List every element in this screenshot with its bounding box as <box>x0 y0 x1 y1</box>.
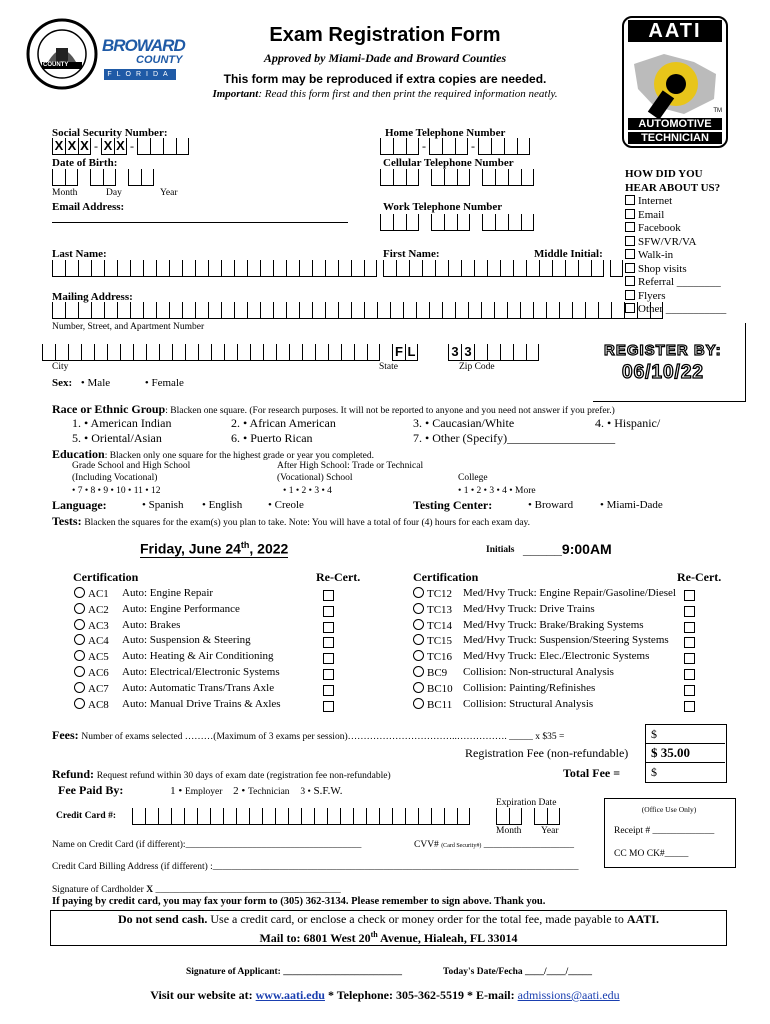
office-use-title: (Office Use Only) <box>641 805 697 814</box>
race-option[interactable]: 4. • Hispanic/ <box>595 416 661 430</box>
credit-card-label: Credit Card #: <box>56 811 116 821</box>
cert-code: TC13 <box>427 603 453 616</box>
cert-row <box>74 634 109 647</box>
fax-note: If paying by credit card, you may fax your form to (305) 362-3134. Please remember to sign above. Thank you. <box>52 896 546 907</box>
hear-option[interactable]: Walk-in <box>625 249 726 263</box>
cert-code: TC14 <box>427 619 453 632</box>
race-option[interactable]: 6. • Puerto Rican <box>231 431 313 445</box>
recert-checkbox[interactable] <box>684 590 695 601</box>
cert-row <box>413 666 447 679</box>
cert-code: AC4 <box>88 635 109 648</box>
cert-row <box>413 603 452 616</box>
sex-row: Sex: • Male • Female <box>52 377 184 389</box>
important-note: Important: Read this form first and then print the required information neatly. <box>212 88 558 100</box>
cert-row <box>74 619 109 632</box>
recert-checkbox[interactable] <box>323 637 334 648</box>
fees-row: Fees: Number of exams selected ………(Maximum of 3 exams per session)……………………………..……………. _____ x $35 = <box>52 728 565 742</box>
cert-code: AC7 <box>88 682 109 695</box>
language-option[interactable]: • Creole <box>268 499 304 511</box>
recert-checkbox[interactable] <box>323 669 334 680</box>
cert-row <box>74 682 109 695</box>
cert-code: AC5 <box>88 651 109 664</box>
hear-option[interactable]: Email <box>625 209 726 223</box>
expiration-label: Expiration Date <box>496 798 557 808</box>
subtitle: Approved by Miami-Dade and Broward Counties <box>263 51 507 65</box>
recert-checkbox[interactable] <box>323 685 334 696</box>
race-option[interactable]: 7. • Other (Specify)__________________ <box>413 431 616 445</box>
state-label: State <box>379 362 398 372</box>
refund-row: Refund: Request refund within 30 days of exam date (registration fee non-refundable) <box>52 767 391 781</box>
cert-row <box>74 698 109 711</box>
cert-row <box>413 698 452 711</box>
office-receipt: Receipt # _____________ <box>614 826 715 836</box>
paid-employer[interactable]: 1 • Employer <box>170 785 223 797</box>
cert-row <box>413 634 452 647</box>
cert-row <box>74 666 109 679</box>
cert-checkbox[interactable] <box>74 619 85 630</box>
cert-code: BC10 <box>427 682 453 695</box>
cell-phone-label: Cellular Telephone Number <box>383 157 514 169</box>
testing-option[interactable]: • Miami-Dade <box>600 499 663 511</box>
cert-checkbox[interactable] <box>74 698 85 709</box>
cert-code: BC9 <box>427 667 448 679</box>
cert-name: Med/Hvy Truck: Brake/Braking Systems <box>463 618 644 631</box>
today-date[interactable]: Today's Date/Fecha ____/____/_____ <box>443 967 593 977</box>
edu-college-options[interactable]: • 1 • 2 • 3 • 4 • More <box>458 486 536 496</box>
recert-checkbox[interactable] <box>323 653 334 664</box>
cert-name: Med/Hvy Truck: Suspension/Steering Systems <box>463 634 669 647</box>
cert-name: Collision: Structural Analysis <box>463 697 594 710</box>
cardholder-signature[interactable]: Signature of Cardholder X _______________________________________ <box>52 885 341 895</box>
hear-option[interactable]: Referral ________ <box>625 276 726 290</box>
seal-county-text: COUNTY <box>43 62 69 68</box>
cert-code: AC2 <box>88 603 109 616</box>
cert-name: Auto: Engine Repair <box>122 587 214 599</box>
recert-checkbox[interactable] <box>684 701 695 712</box>
aati-logo <box>622 16 728 148</box>
cell-phone-boxes[interactable] <box>380 169 534 186</box>
cert-checkbox[interactable] <box>413 634 424 645</box>
zip-label: Zip Code <box>459 362 495 372</box>
cert-checkbox[interactable] <box>74 587 85 598</box>
footer: Visit our website at: www.aati.edu * Telephone: 305-362-5519 * E-mail: admissions@aati.edu <box>150 988 620 1002</box>
dob-label: Date of Birth: <box>52 157 118 169</box>
card-billing[interactable]: Credit Card Billing Address (if different) :_____________________________________________________________________________ <box>52 862 579 872</box>
language-option[interactable]: • English <box>202 499 243 511</box>
mailing-label: Mailing Address: <box>52 291 133 303</box>
recert-header-left: Re-Cert. <box>316 570 361 584</box>
tests-row: Tests: Blacken the squares for the exam(s) you plan to take. Note: You will have a total of four (4) hours for each exam day. <box>52 514 531 528</box>
hear-option[interactable]: Internet <box>625 195 726 209</box>
home-phone-label: Home Telephone Number <box>385 127 506 139</box>
cert-checkbox[interactable] <box>74 634 85 645</box>
cert-code: AC3 <box>88 619 109 632</box>
mailing-boxes[interactable] <box>52 302 663 319</box>
hear-option[interactable]: Other ___________ <box>625 303 726 317</box>
broward-logo-top: BROWARD <box>102 36 185 55</box>
aati-technician: TECHNICIAN <box>628 132 722 144</box>
fee-paid-row: Fee Paid By: 1 • Employer 2 • Technician 3 • S.F.W. <box>58 783 343 797</box>
cert-checkbox[interactable] <box>413 587 424 598</box>
education-header: Education: Blacken only one square for the highest grade or year you completed. <box>52 447 375 461</box>
edu-college: College • 1 • 2 • 3 • 4 • More <box>458 473 536 496</box>
dob-month: Month <box>52 188 78 198</box>
broward-logo-county: COUNTY <box>136 54 183 66</box>
sex-female[interactable]: • Female <box>144 377 184 389</box>
cert-name: Collision: Non-structural Analysis <box>463 666 614 678</box>
testing-option[interactable]: • Broward <box>528 499 574 511</box>
recert-header-right: Re-Cert. <box>677 570 722 584</box>
dob-year: Year <box>160 188 178 198</box>
recert-checkbox[interactable] <box>684 669 695 680</box>
exp-year: Year <box>541 826 559 836</box>
fees-exam-amount[interactable]: $ <box>651 727 657 741</box>
cert-name: Med/Hvy Truck: Drive Trains <box>463 602 595 615</box>
language-label: Language: <box>52 498 107 512</box>
first-name-label: First Name: <box>383 248 440 260</box>
race-option[interactable]: 1. • American Indian <box>72 416 172 430</box>
recert-checkbox[interactable] <box>323 622 334 633</box>
cert-name: Auto: Electrical/Electronic Systems <box>122 666 280 678</box>
hear-title: HOW DID YOU HEAR ABOUT US? <box>625 168 721 194</box>
aati-tm: TM <box>713 108 722 114</box>
cert-checkbox[interactable] <box>74 603 85 614</box>
cert-name: Auto: Engine Performance <box>122 602 240 615</box>
register-by-date: 06/10/22 <box>622 362 704 383</box>
cert-row <box>74 603 109 616</box>
cert-checkbox[interactable] <box>74 682 85 693</box>
exp-month: Month <box>496 826 522 836</box>
ssn-label: Social Security Number: <box>52 127 168 139</box>
broward-logo-state: FLORIDA <box>104 69 176 80</box>
hear-option[interactable]: Flyers <box>625 290 726 304</box>
cash-box: Do not send cash. Use a credit card, or enclose a check or money order for the total fee, made payable to AATI. Mail to: 6801 West 20th Avenue, Hialeah, FL 33014 <box>50 910 727 946</box>
email-label: Email Address: <box>52 201 125 213</box>
edu-after-options[interactable]: • 1 • 2 • 3 • 4 <box>283 486 332 496</box>
cert-name: Collision: Painting/Refinishes <box>463 681 596 694</box>
city-boxes[interactable]: F L 3 3 <box>42 344 539 361</box>
cert-code: AC6 <box>88 667 109 679</box>
email-input[interactable] <box>52 222 348 223</box>
cert-name: Auto: Suspension & Steering <box>122 634 251 647</box>
cert-row <box>413 587 452 600</box>
recert-checkbox[interactable] <box>684 606 695 617</box>
name-boxes[interactable] <box>52 260 623 277</box>
email-link[interactable]: admissions@aati.edu <box>517 988 620 1002</box>
cert-checkbox[interactable] <box>413 650 424 661</box>
aati-logo-text: AATI <box>628 20 722 42</box>
last-name-label: Last Name: <box>52 248 107 260</box>
hear-option[interactable]: SFW/VR/VA <box>625 236 726 250</box>
cert-checkbox[interactable] <box>413 666 424 677</box>
cert-name: Auto: Brakes <box>122 618 181 631</box>
ssn-boxes[interactable]: X X X - X X - <box>52 138 189 155</box>
recert-checkbox[interactable] <box>323 701 334 712</box>
edu-after: After High School: Trade or Technical (Vocational) School • 1 • 2 • 3 • 4 <box>277 461 424 496</box>
reg-fee-label: Registration Fee (non-refundable) <box>465 746 629 760</box>
city-label: City <box>52 362 69 372</box>
fees-total-amount[interactable]: $ <box>651 765 657 779</box>
cert-name: Auto: Heating & Air Conditioning <box>122 650 274 663</box>
recert-checkbox[interactable] <box>323 606 334 617</box>
cert-header-left: Certification <box>73 570 139 584</box>
applicant-signature[interactable]: Signature of Applicant: _________________________ <box>186 967 402 977</box>
cert-row <box>74 650 109 663</box>
home-phone-boxes[interactable]: - - <box>380 138 530 155</box>
exam-time: _____9:00AM <box>523 541 612 557</box>
cert-checkbox[interactable] <box>413 619 424 630</box>
hear-option[interactable]: Shop visits <box>625 263 726 277</box>
recert-checkbox[interactable] <box>323 590 334 601</box>
dob-day: Day <box>106 188 122 198</box>
cert-code: BC11 <box>427 698 453 711</box>
website-link[interactable]: www.aati.edu <box>255 988 325 1002</box>
race-option[interactable]: 2. • African American <box>231 416 336 430</box>
cert-row <box>413 619 452 632</box>
card-name[interactable]: Name on Credit Card (if different):_____________________________________ <box>52 840 362 850</box>
exam-initials: Initials <box>486 545 515 555</box>
work-phone-label: Work Telephone Number <box>383 201 503 213</box>
cert-name: Auto: Automatic Trans/Trans Axle <box>122 681 275 694</box>
register-by-label: REGISTER BY: <box>604 342 722 359</box>
mailing-sub: Number, Street, and Apartment Number <box>52 322 205 332</box>
edu-grade-options[interactable]: • 7 • 8 • 9 • 10 • 11 • 12 <box>72 486 161 496</box>
race-header: Race or Ethnic Group: Blacken one square. (For research purposes. It will not be reported to anyone and you need not answer if you prefer.) <box>52 402 615 416</box>
cert-row <box>413 682 453 695</box>
cert-code: TC15 <box>427 635 453 648</box>
total-fee-label: Total Fee = <box>563 766 621 780</box>
recert-checkbox[interactable] <box>684 622 695 633</box>
dob-boxes[interactable] <box>52 169 154 186</box>
cert-name: Med/Hvy Truck: Engine Repair/Gasoline/Diesel <box>463 587 676 599</box>
cert-checkbox[interactable] <box>74 666 85 677</box>
recert-checkbox[interactable] <box>684 653 695 664</box>
sex-male[interactable]: • Male <box>80 377 111 389</box>
hear-option[interactable]: Facebook <box>625 222 726 236</box>
cert-code: TC12 <box>427 588 453 600</box>
race-option[interactable]: 3. • Caucasian/White <box>413 416 515 430</box>
cert-name: Med/Hvy Truck: Elec./Electronic Systems <box>463 650 650 663</box>
recert-checkbox[interactable] <box>684 685 695 696</box>
cert-row <box>74 587 109 600</box>
cert-row <box>413 650 452 663</box>
edu-grade: Grade School and High School (Including Vocational) • 7 • 8 • 9 • 10 • 11 • 12 <box>72 461 191 496</box>
cert-code: AC1 <box>88 588 109 600</box>
cert-checkbox[interactable] <box>413 698 424 709</box>
language-option[interactable]: • Spanish <box>142 499 184 511</box>
exam-date: Friday, June 24th, 2022 <box>140 540 289 557</box>
office-cc: CC MO CK#_____ <box>614 849 689 859</box>
cert-code: TC16 <box>427 651 453 664</box>
card-cvv[interactable]: CVV# (Card Security#) ___________________ <box>414 840 574 850</box>
credit-card-boxes[interactable] <box>132 808 470 825</box>
cert-code: AC8 <box>88 698 109 711</box>
cert-header-right: Certification <box>413 570 479 584</box>
fees-reg-amount: $ 35.00 <box>651 745 690 760</box>
paid-sfw[interactable]: 3 • S.F.W. <box>300 785 343 797</box>
middle-initial-label: Middle Initial: <box>534 248 603 260</box>
cert-checkbox[interactable] <box>74 650 85 661</box>
testing-label: Testing Center: <box>413 498 493 512</box>
reproduce-note: This form may be reproduced if extra copies are needed. <box>223 72 547 86</box>
page-title: Exam Registration Form <box>269 24 501 46</box>
recert-checkbox[interactable] <box>684 637 695 648</box>
expiration-boxes[interactable] <box>496 808 560 825</box>
cert-checkbox[interactable] <box>413 603 424 614</box>
work-phone-boxes[interactable] <box>380 214 534 231</box>
cert-name: Auto: Manual Drive Trains & Axles <box>122 697 281 710</box>
aati-automotive: AUTOMOTIVE <box>628 118 722 130</box>
race-option[interactable]: 5. • Oriental/Asian <box>72 431 162 445</box>
hear-options <box>625 195 726 317</box>
paid-technician[interactable]: 2 • Technician <box>233 785 290 797</box>
cert-checkbox[interactable] <box>413 682 424 693</box>
